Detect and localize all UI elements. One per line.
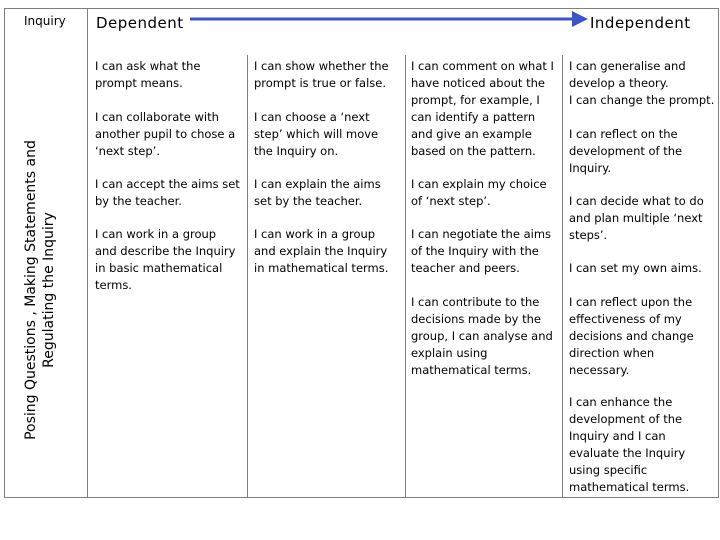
statement: I can work in a group and explain the Inquiry in mathematical terms. bbox=[254, 227, 389, 275]
header-dependent: Dependent bbox=[96, 14, 184, 32]
statement: I can set my own aims. bbox=[569, 261, 702, 275]
statement: I can show whether the prompt is true or false. bbox=[254, 59, 389, 90]
statement: I can collaborate with another pupil to chose a ‘next step’. bbox=[95, 110, 236, 158]
statement: I can generalise and develop a theory. I can change the prompt. bbox=[569, 59, 715, 107]
side-label: Posing Questions , Making Statements and Regulating the Inquiry bbox=[23, 140, 57, 440]
statement: I can accept the aims set by the teacher. bbox=[95, 177, 240, 208]
divider-col-2 bbox=[405, 55, 406, 498]
statement: I can reflect upon the effectiveness of my decisions and change direction when necessary. bbox=[569, 295, 694, 377]
corner-label: Inquiry bbox=[24, 14, 66, 28]
divider-col-1 bbox=[247, 55, 248, 498]
divider-col-3 bbox=[562, 55, 563, 498]
side-label-area bbox=[12, 40, 68, 470]
statement: I can enhance the development of the Inquiry and I can evaluate the Inquiry using specific mathematical terms. bbox=[569, 395, 690, 494]
header-independent: Independent bbox=[590, 14, 691, 32]
statement: I can work in a group and describe the Inquiry in basic mathematical terms. bbox=[95, 227, 236, 292]
statement: I can explain the aims set by the teacher. bbox=[254, 177, 381, 208]
statement: I can reflect on the development of the Inquiry. bbox=[569, 127, 683, 175]
statement: I can comment on what I have noticed about the prompt, for example, I can identify a pattern and give an example based on the pattern. bbox=[411, 59, 554, 158]
statement: I can explain my choice of ‘next step’. bbox=[411, 177, 547, 208]
divider-side bbox=[87, 8, 88, 498]
statement: I can negotiate the aims of the Inquiry with the teacher and peers. bbox=[411, 227, 552, 275]
statement: I can contribute to the decisions made by the group, I can analyse and explain using mathematical terms. bbox=[411, 295, 553, 377]
statement: I can decide what to do and plan multiple ‘next steps’. bbox=[569, 194, 704, 242]
arrow-head bbox=[572, 11, 588, 27]
statement: I can ask what the prompt means. bbox=[95, 59, 201, 90]
statement: I can choose a ‘next step’ which will move the Inquiry on. bbox=[254, 110, 379, 158]
progression-arrow bbox=[190, 8, 590, 30]
